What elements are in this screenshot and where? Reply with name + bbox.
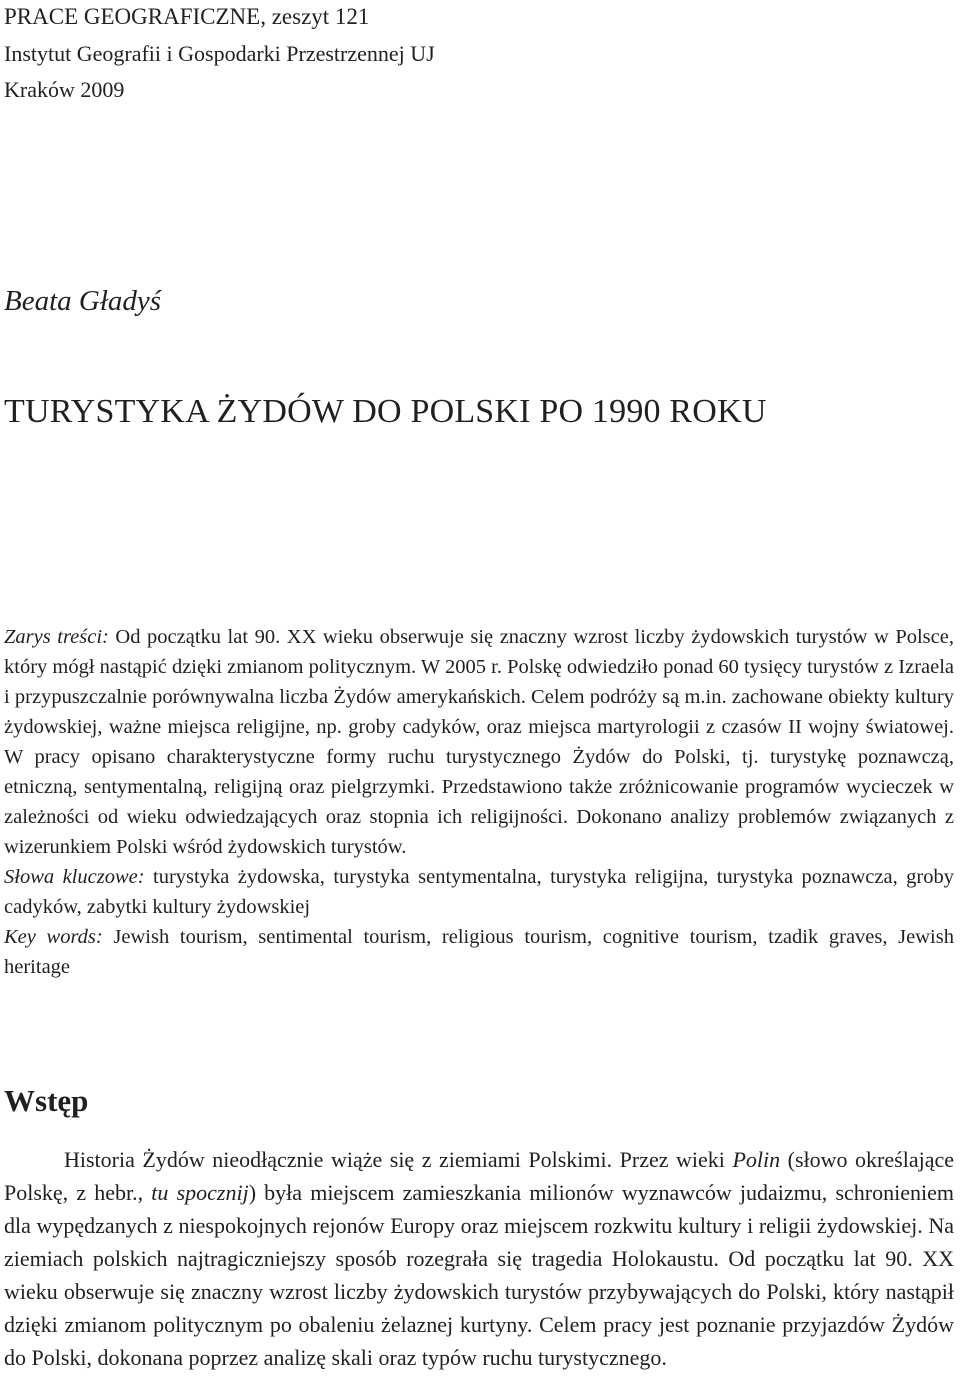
keywords-en-label: Key words: xyxy=(4,926,103,948)
keywords-pl-paragraph xyxy=(4,862,954,922)
abstract-paragraph xyxy=(4,622,954,862)
abstract-text: Od początku lat 90. XX wieku obserwuje się znaczny wzrost liczby żydowskich turystów w Polsce, który mógł nastąpić dzięki zmianom politycznym. W 2005 r. Polskę odwiedziło ponad 60 tysięcy turystów z Izraela i przypuszczalnie porównywalna liczba Żydów amerykańskich. Celem podróży są m.in. zachowane obiekty kultury żydowskiej, ważne miejsca religijne, np. groby cadyków, oraz miejsca martyrologii z czasów II wojny światowej. W pracy opisano charakterystyczne formy ruchu turystycznego Żydów do Polski, tj. turystykę poznawczą, etniczną, sentymentalną, religijną oraz pielgrzymki. Przedstawiono także zróżnicowanie programów wycieczek w zależności od wieku odwiedzających oraz stopnia ich religijności. Dokonano analizy problemów związanych z wizerunkiem Polski wśród żydowskich turystów. xyxy=(4,626,955,858)
section-heading: Wstęp xyxy=(4,1083,89,1118)
journal-series: PRACE GEOGRAFICZNE, zeszyt 121 xyxy=(4,4,370,29)
intro-term-polin: Polin xyxy=(732,1147,781,1172)
journal-header xyxy=(4,2,435,108)
keywords-pl-text: turystyka żydowska, turystyka sentymentalna, turystyka religijna, turystyka poznawcza, groby cadyków, zabytki kultury żydowskiej xyxy=(4,866,954,918)
intro-text-1: Historia Żydów nieodłącznie wiąże się z ziemiami Polskimi. Przez wieki xyxy=(64,1147,733,1172)
intro-block xyxy=(4,1143,954,1374)
intro-text-2: (słowo określające Polskę, z hebr., xyxy=(4,1147,954,1205)
intro-paragraph xyxy=(4,1143,954,1374)
place-year: Kraków 2009 xyxy=(4,77,125,102)
abstract-block xyxy=(4,622,954,982)
institute-name: Instytut Geografii i Gospodarki Przestrzennej UJ xyxy=(4,41,435,66)
abstract-label: Zarys treści: xyxy=(4,626,109,648)
author-name: Beata Gładyś xyxy=(4,285,162,317)
article-title: TURYSTYKA ŻYDÓW DO POLSKI PO 1990 ROKU xyxy=(4,393,767,430)
keywords-en-paragraph xyxy=(4,922,954,982)
intro-text-3: ) była miejscem zamieszkania milionów wyznawców judaizmu, schronieniem dla wypędzanych z niespokojnych rejonów Europy oraz miejscem rozkwitu kultury i religii żydowskiej. Na ziemiach polskich najtragiczniejszy sposób rozegrała się tragedia Holokaustu. Od początku lat 90. XX wieku obserwuje się znaczny wzrost liczby żydowskich turystów przybywających do Polski, który nastąpił dzięki zmianom politycznym po obaleniu żelaznej kurtyny. Celem pracy jest poznanie przyjazdów Żydów do Polski, dokonana poprzez analizę skali oraz typów ruchu turystycznego. xyxy=(4,1180,954,1370)
keywords-pl-label: Słowa kluczowe: xyxy=(4,866,145,888)
keywords-en-text: Jewish tourism, sentimental tourism, religious tourism, cognitive tourism, tzadik graves, Jewish heritage xyxy=(4,926,954,978)
intro-term-tu-spocznij: tu spocznij xyxy=(151,1180,249,1205)
